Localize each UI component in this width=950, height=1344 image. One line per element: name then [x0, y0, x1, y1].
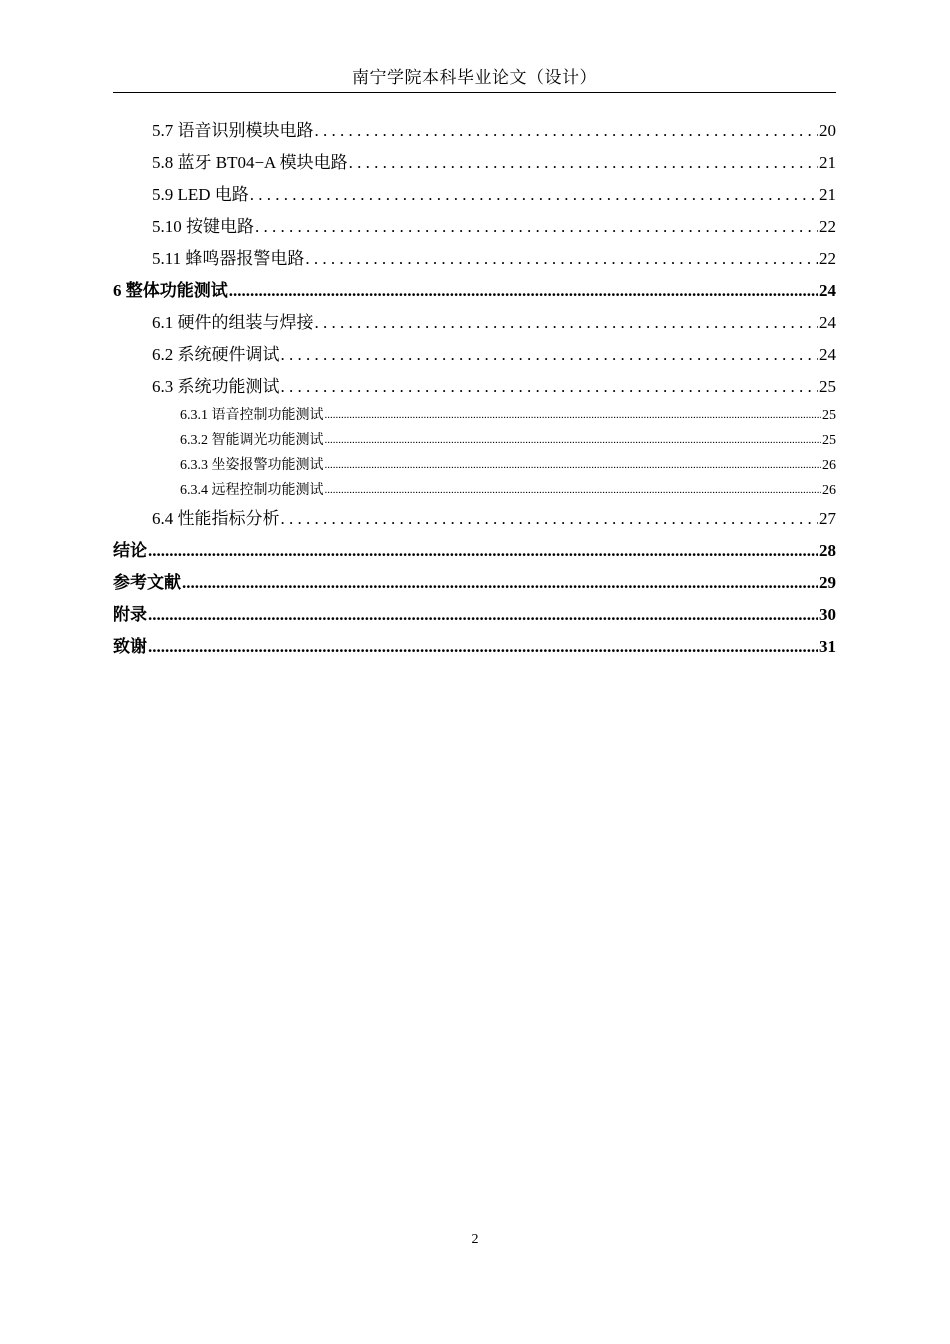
toc-chapter-entry[interactable] [113, 275, 836, 307]
toc-entry-page: 29 [819, 573, 836, 592]
toc-entry-label: 6.3.3 坐姿报警功能测试 [180, 458, 324, 473]
toc-entry[interactable] [113, 211, 836, 243]
toc-entry-page: 20 [819, 121, 836, 140]
toc-entry-page: 24 [819, 313, 836, 332]
toc-entry-page: 21 [819, 185, 836, 204]
dot-leader [229, 275, 818, 307]
header-rule [113, 92, 836, 93]
dot-leader [325, 402, 822, 428]
dot-leader [325, 477, 822, 503]
toc-entry[interactable] [113, 339, 836, 371]
toc-entry[interactable] [113, 115, 836, 147]
toc-entry-label: 结论 [113, 541, 147, 560]
toc-entry-label: 6 整体功能测试 [113, 281, 228, 300]
toc-entry-page: 24 [819, 345, 836, 364]
toc-entry-label: 附录 [113, 605, 147, 624]
toc-entry-label: 6.2 系统硬件调试 [152, 345, 280, 364]
toc-chapter-entry[interactable] [113, 567, 836, 599]
dot-leader [281, 503, 819, 535]
toc-entry-label: 5.7 语音识别模块电路 [152, 121, 314, 140]
toc-chapter-entry[interactable] [113, 631, 836, 663]
toc-entry[interactable] [113, 371, 836, 403]
toc-entry-label: 参考文献 [113, 573, 181, 592]
toc-subsection-entry[interactable] [113, 478, 836, 503]
dot-leader [148, 631, 818, 663]
toc-entry-label: 5.11 蜂鸣器报警电路 [152, 249, 305, 268]
toc-chapter-entry[interactable] [113, 599, 836, 631]
dot-leader [315, 115, 819, 147]
toc-entry-page: 26 [822, 483, 836, 498]
dot-leader [315, 307, 819, 339]
toc-entry-label: 致谢 [113, 637, 147, 656]
toc-entry-page: 22 [819, 249, 836, 268]
toc-entry-page: 27 [819, 509, 836, 528]
running-header: 南宁学院本科毕业论文（设计） [352, 68, 597, 87]
dot-leader [148, 535, 818, 567]
toc-entry-page: 21 [819, 153, 836, 172]
toc-entry[interactable] [113, 503, 836, 535]
dot-leader [255, 211, 818, 243]
toc-entry[interactable] [113, 307, 836, 339]
dot-leader [325, 452, 822, 478]
toc-entry-page: 24 [819, 281, 836, 300]
toc-subsection-entry[interactable] [113, 428, 836, 453]
toc-entry-label: 6.3.4 远程控制功能测试 [180, 483, 324, 498]
toc-subsection-entry[interactable] [113, 453, 836, 478]
dot-leader [281, 339, 819, 371]
toc-entry[interactable] [113, 243, 836, 275]
toc-entry-label: 5.9 LED 电路 [152, 185, 249, 204]
toc-entry-label: 5.8 蓝牙 BT04−A 模块电路 [152, 153, 348, 172]
toc-subsection-entry[interactable] [113, 403, 836, 428]
table-of-contents [113, 115, 836, 663]
toc-entry-page: 25 [819, 377, 836, 396]
toc-entry-label: 6.3 系统功能测试 [152, 377, 280, 396]
toc-entry-label: 6.4 性能指标分析 [152, 509, 280, 528]
toc-entry-page: 31 [819, 637, 836, 656]
toc-entry-page: 25 [822, 408, 836, 423]
dot-leader [281, 371, 819, 403]
toc-entry-page: 26 [822, 458, 836, 473]
dot-leader [325, 427, 822, 453]
toc-entry-label: 6.1 硬件的组装与焊接 [152, 313, 314, 332]
dot-leader [349, 147, 818, 179]
toc-entry-label: 6.3.2 智能调光功能测试 [180, 433, 324, 448]
toc-entry-page: 22 [819, 217, 836, 236]
toc-entry-label: 6.3.1 语音控制功能测试 [180, 408, 324, 423]
toc-entry[interactable] [113, 179, 836, 211]
toc-entry-page: 25 [822, 433, 836, 448]
toc-entry-label: 5.10 按键电路 [152, 217, 254, 236]
toc-entry-page: 30 [819, 605, 836, 624]
page-number: 2 [471, 1232, 479, 1247]
dot-leader [305, 243, 818, 275]
dot-leader [148, 599, 818, 631]
toc-entry-page: 28 [819, 541, 836, 560]
dot-leader [182, 567, 818, 599]
toc-entry[interactable] [113, 147, 836, 179]
dot-leader [250, 179, 818, 211]
toc-chapter-entry[interactable] [113, 535, 836, 567]
